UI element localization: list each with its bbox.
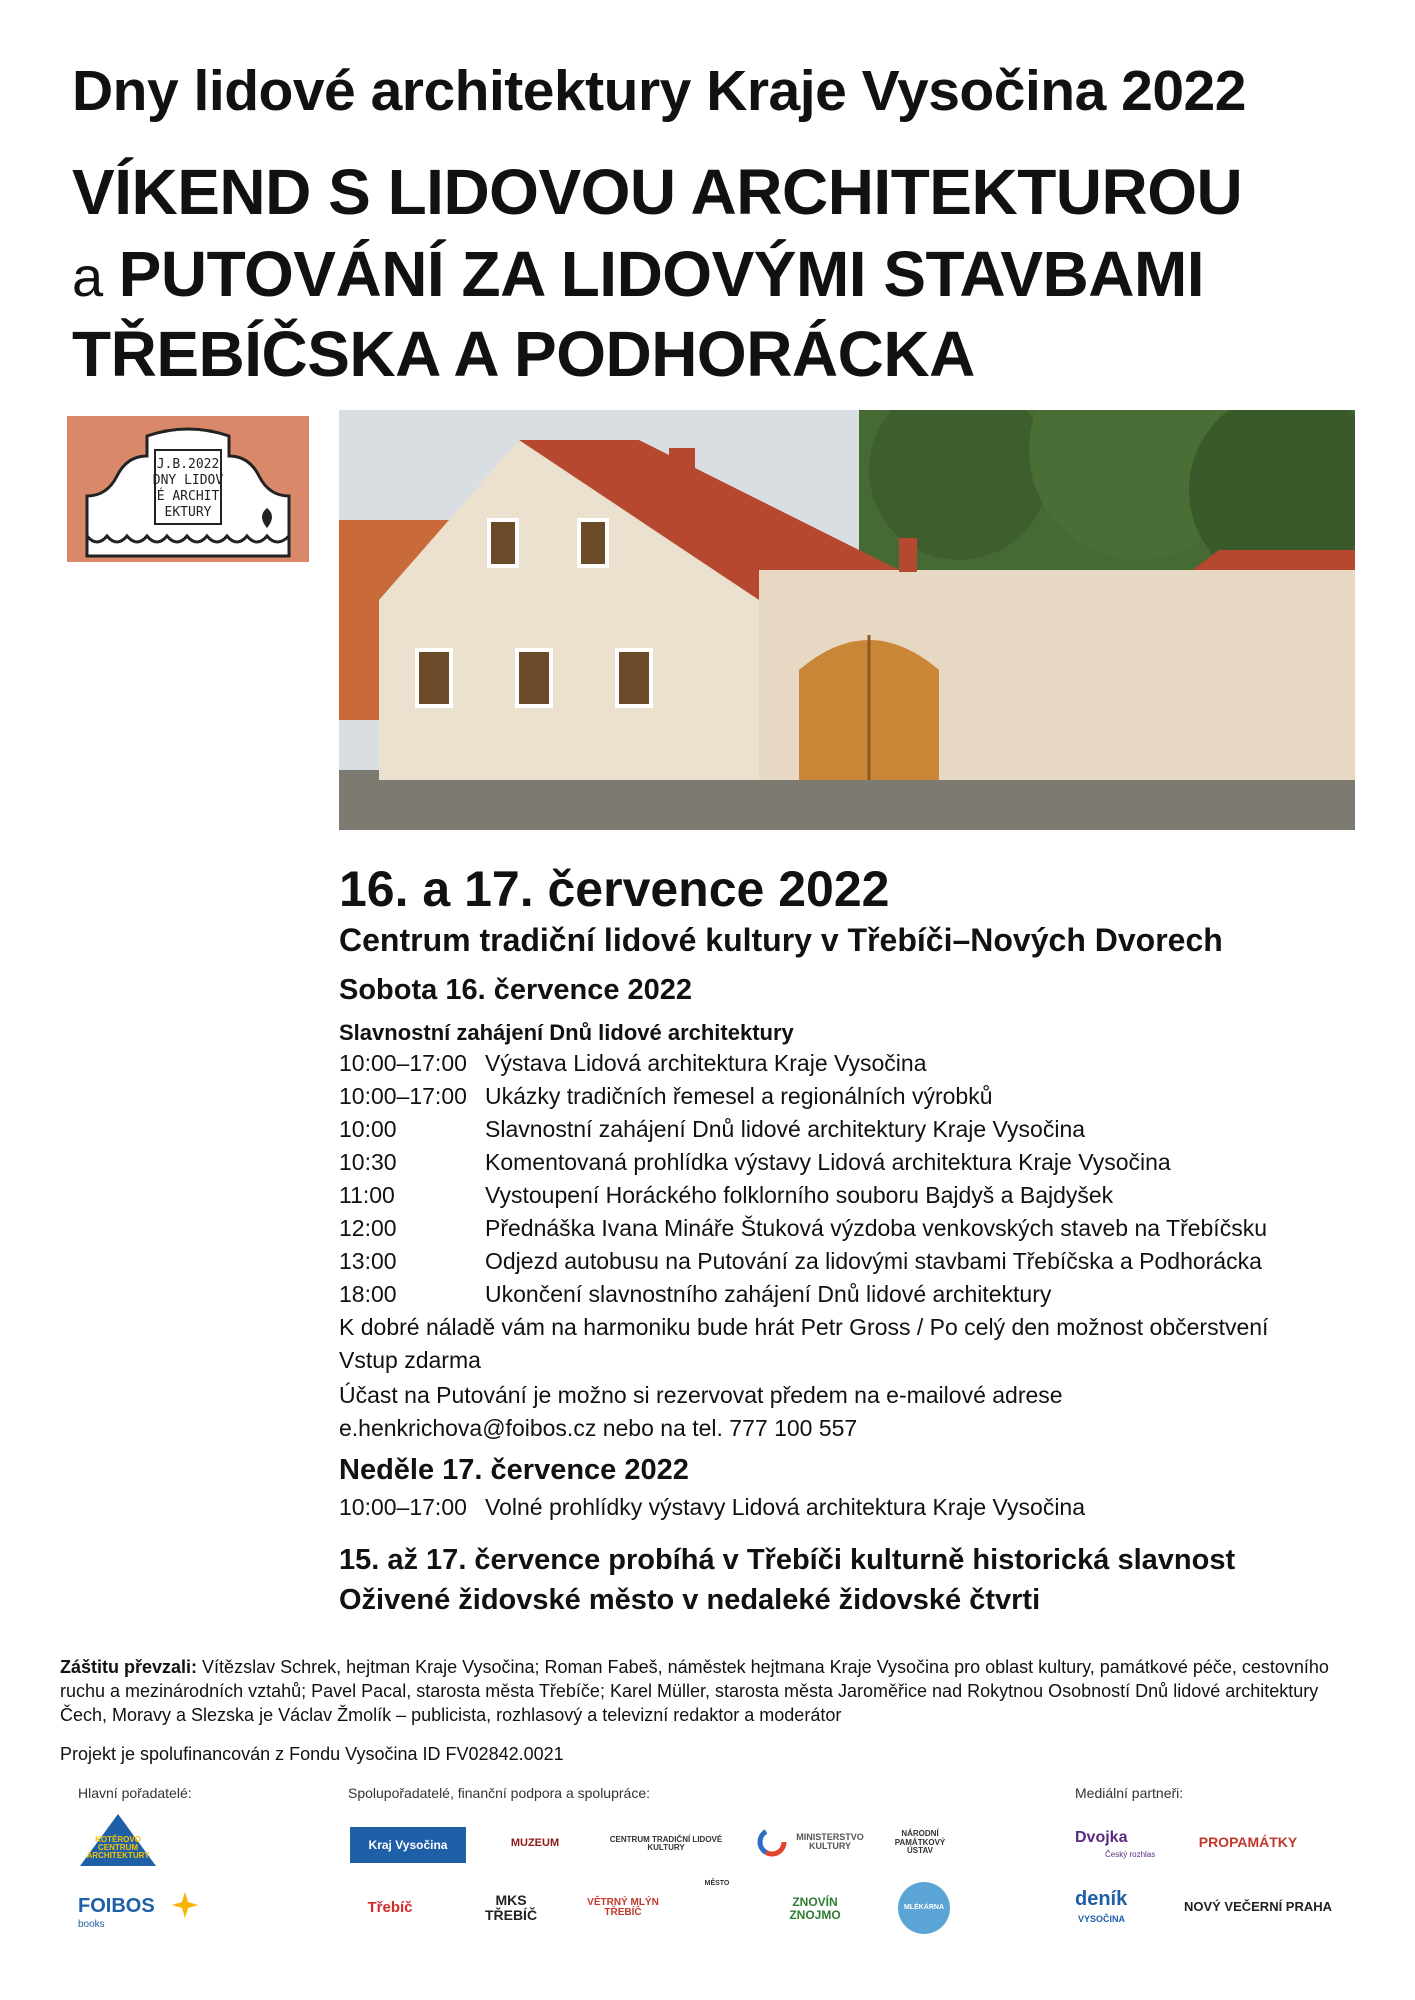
- schedule-row: [339, 1215, 1267, 1242]
- trebic-logo: Třebíč: [367, 1899, 413, 1917]
- patronage-body: Vítězslav Schrek, hejtman Kraje Vysočina; Roman Fabeš, náměstek hejtmana Kraje Vysočina pro oblast kultury, památkové péče, cestovního ruchu a mezinárodních vztahů; Pavel Pacal, starosta města Třebíče; Karel Müller, starosta města Jaroměřice nad Rokytnou Osobností Dnů lidové architektury Čech, Moravy a Slezska je Václav Žmolík – publicista, rozhlasový a televizní redaktor a moderátor: [60, 1657, 1329, 1725]
- schedule-time: 10:00–17:00: [339, 1494, 467, 1520]
- schedule-row: [339, 1281, 1051, 1308]
- funding-note: Projekt je spolufinancován z Fondu Vysočina ID FV02842.0021: [60, 1744, 564, 1764]
- propamatky-logo: PROPAMÁTKY: [1198, 1833, 1298, 1850]
- main-organizers-label: Hlavní pořadatelé:: [78, 1785, 192, 1801]
- media-partners-label: Mediální partneři:: [1075, 1785, 1184, 1801]
- denik-logo: deník: [1075, 1888, 1128, 1910]
- headline-line-1: VÍKEND S LIDOVOU ARCHITEKTUROU: [72, 156, 1243, 228]
- contact-info: e.henkrichova@foibos.cz nebo na tel. 777 100 557: [339, 1415, 858, 1441]
- vecerni-praha-logo: NOVÝ VEČERNÍ PRAHA: [1183, 1899, 1333, 1915]
- logo-line-3: É ARCHIT: [156, 489, 220, 504]
- event-series-title: Dny lidové architektury Kraje Vysočina 2022: [72, 59, 1246, 123]
- foibos-sun-icon: [170, 1890, 200, 1920]
- ctlk-logo: CENTRUM TRADIČNÍ LIDOVÉ KULTURY: [609, 1834, 723, 1852]
- event-venue: Centrum tradiční lidové kultury v Třebíči–Nových Dvorech: [339, 922, 1223, 958]
- sunday-title: Neděle 17. července 2022: [339, 1454, 689, 1486]
- house-photo: [339, 410, 1355, 830]
- patronage-label: Záštitu převzali:: [60, 1657, 198, 1677]
- reservation-note: Účast na Putování je možno si rezervovat předem na e-mailové adrese: [339, 1382, 1063, 1408]
- headline-line-2: [72, 238, 1205, 310]
- vetrny-mlyn-logo: VĚTRNÝ MLÝN TŘEBÍČ: [587, 1896, 659, 1918]
- ministry-circle-icon: [756, 1826, 788, 1858]
- schedule-row: [339, 1494, 1085, 1521]
- cesky-rozhlas-label: Český rozhlas: [1105, 1850, 1156, 1859]
- music-note: K dobré náladě vám na harmoniku bude hrát Petr Gross / Po celý den možnost občerstvení: [339, 1314, 1269, 1340]
- saturday-title: Sobota 16. července 2022: [339, 974, 693, 1006]
- closing-line-1: 15. až 17. července probíhá v Třebíči kulturně historická slavnost: [339, 1544, 1236, 1576]
- schedule-time: 10:30: [339, 1149, 397, 1175]
- mesto-logo: MĚSTO: [704, 1880, 730, 1887]
- schedule-text: Volné prohlídky výstavy Lidová architektura Kraje Vysočina: [485, 1494, 1086, 1520]
- schedule-text: Ukončení slavnostního zahájení Dnů lidové architektury: [485, 1281, 1052, 1307]
- event-date: 16. a 17. července 2022: [339, 861, 890, 917]
- schedule-row: [339, 1149, 1171, 1176]
- schedule-row: [339, 1083, 993, 1110]
- saturday-subtitle: Slavnostní zahájení Dnů lidové architektury: [339, 1020, 794, 1045]
- muzeum-logo: MUZEUM: [510, 1837, 560, 1850]
- denik-vysocina-label: VYSOČINA: [1078, 1914, 1126, 1924]
- logo-line-1: J.B.2022: [156, 457, 220, 472]
- foibos-books: books: [78, 1919, 105, 1930]
- schedule-text: Slavnostní zahájení Dnů lidové architektury Kraje Vysočina: [485, 1116, 1086, 1142]
- schedule-time: 10:00–17:00: [339, 1083, 467, 1109]
- schedule-text: Výstava Lidová architektura Kraje Vysočina: [485, 1050, 927, 1076]
- free-entry: Vstup zdarma: [339, 1347, 481, 1373]
- folk-house-illustration: [339, 410, 1355, 830]
- closing-line-2: Oživené židovské město v nedaleké židovské čtvrti: [339, 1584, 1041, 1616]
- mks-logo: MKS TŘEBÍČ: [484, 1892, 538, 1923]
- dvojka-logo: Dvojka: [1075, 1828, 1128, 1846]
- schedule-row: [339, 1182, 1113, 1209]
- schedule-text: Odjezd autobusu na Putování za lidovými stavbami Třebíčska a Podhorácka: [485, 1248, 1262, 1274]
- schedule-text: Přednáška Ivana Mináře Štuková výzdoba venkovských staveb na Třebíčsku: [485, 1215, 1267, 1241]
- ministry-logo: MINISTERSTVO KULTURY: [796, 1831, 864, 1851]
- mlekarna-logo: MLÉKÁRNA: [898, 1882, 950, 1934]
- kraj-vysocina-logo: Kraj Vysočina: [350, 1827, 466, 1863]
- headline-line-3: TŘEBÍČSKA A PODHORÁCKA: [72, 318, 975, 390]
- schedule-text: Vystoupení Horáckého folklorního souboru Bajdyš a Bajdyšek: [485, 1182, 1114, 1208]
- schedule-time: 13:00: [339, 1248, 397, 1274]
- co-organizers-label: Spolupořadatelé, finanční podpora a spolupráce:: [348, 1785, 650, 1801]
- foibos-logo: FOIBOS: [78, 1895, 155, 1917]
- logo-line-2: DNY LIDOV: [152, 473, 224, 488]
- schedule-time: 18:00: [339, 1281, 397, 1307]
- znovin-logo: ZNOVÍN ZNOJMO: [789, 1895, 841, 1922]
- schedule-time: 10:00–17:00: [339, 1050, 467, 1076]
- schedule-row: [339, 1248, 1262, 1275]
- headline-line-2-text: PUTOVÁNÍ ZA LIDOVÝMI STAVBAMI: [118, 238, 1205, 310]
- schedule-text: Ukázky tradičních řemesel a regionálních výrobků: [485, 1083, 993, 1109]
- npu-logo: NÁRODNÍ PAMÁTKOVÝ ÚSTAV: [894, 1829, 946, 1856]
- schedule-row: [339, 1050, 926, 1077]
- schedule-time: 12:00: [339, 1215, 397, 1241]
- patronage-text: [60, 1655, 1360, 1727]
- gable-logo-icon: [67, 416, 309, 562]
- kcca-logo-text: KOTĚROVO CENTRUM ARCHITEKTURY: [86, 1835, 150, 1860]
- schedule-time: 10:00: [339, 1116, 397, 1142]
- schedule-row: [339, 1116, 1085, 1143]
- schedule-text: Komentovaná prohlídka výstavy Lidová architektura Kraje Vysočina: [485, 1149, 1171, 1175]
- kcca-logo: [78, 1812, 158, 1868]
- headline-prefix: a: [72, 245, 103, 308]
- schedule-time: 11:00: [339, 1182, 395, 1208]
- event-logo: [67, 416, 309, 562]
- logo-line-4: EKTURY: [164, 505, 212, 520]
